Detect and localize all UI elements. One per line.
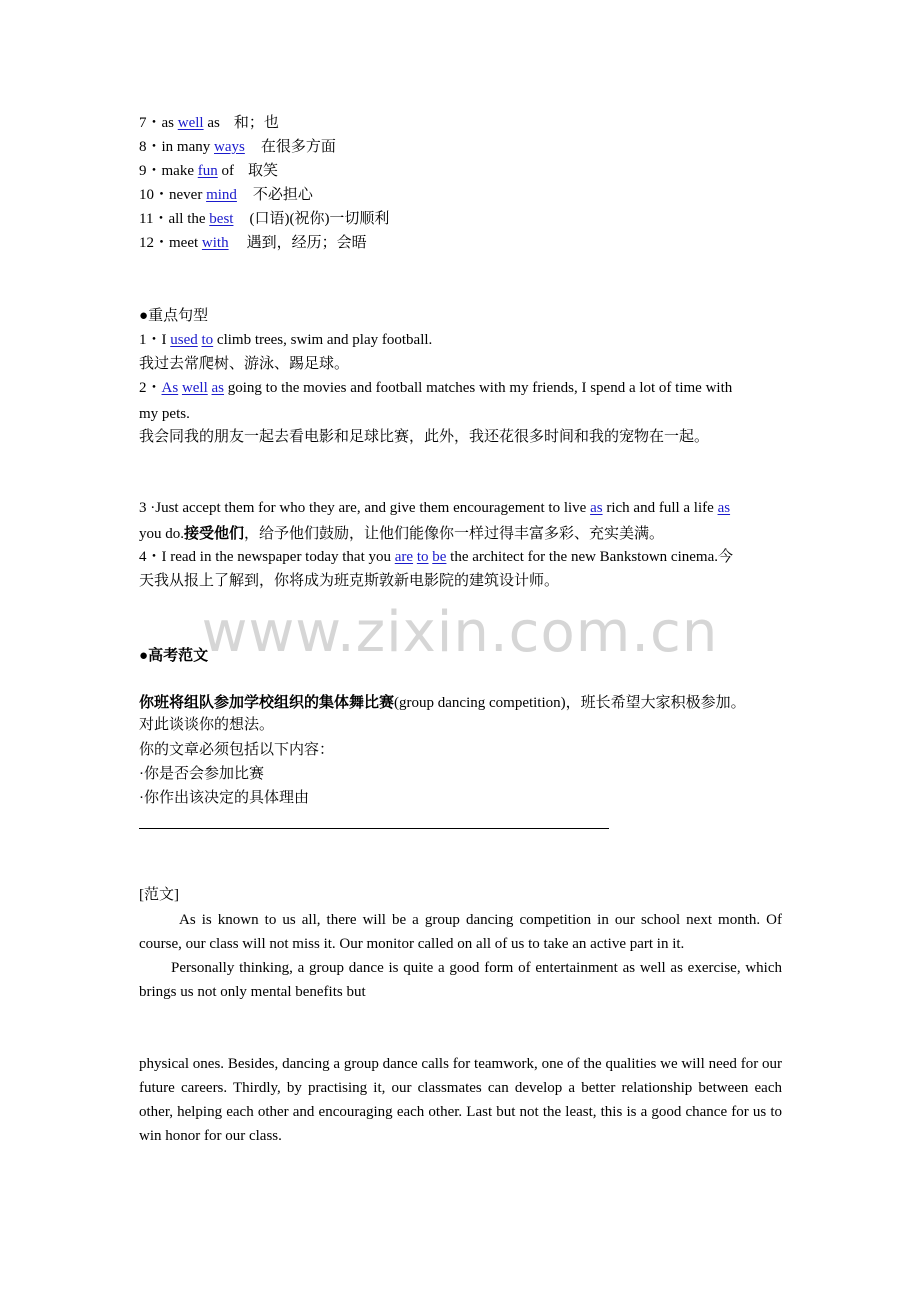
phrase-item (139, 137, 336, 157)
section-title: 高考范文 (148, 646, 209, 664)
sentence-keyword: as (211, 380, 225, 396)
phrase-keyword: with (201, 235, 229, 251)
bullet-icon: ● (139, 308, 149, 324)
phrase-suffix: of (217, 163, 234, 179)
divider-line (139, 828, 609, 829)
sentence-number: 1・I (139, 332, 171, 348)
phrase-meaning: 不必担心 (252, 187, 313, 203)
sentence-2-translation: 我会同我的朋友一起去看电影和足球比赛，此外，我还花很多时间和我的宠物在一起。 (139, 429, 710, 445)
essay-label: [范文] (139, 887, 179, 903)
sentence-3-continued (139, 523, 664, 544)
sentence-keyword: as (590, 500, 603, 516)
phrase-item (139, 233, 367, 253)
prompt-line: 你的文章必须包括以下内容： (139, 742, 335, 758)
prompt-line: 对此谈谈你的想法。 (139, 717, 275, 733)
sentence-keyword: to (201, 332, 214, 348)
phrase-prefix: make (161, 163, 198, 179)
phrase-item (139, 209, 389, 229)
phrase-prefix: in many (161, 139, 215, 155)
phrase-number: 10・ (139, 187, 170, 203)
phrase-prefix: never (169, 187, 207, 203)
sentence-keyword: as (717, 500, 731, 516)
sentence-keyword: used (170, 332, 198, 348)
essay-paragraph: Personally thinking, a group dance is quite a good form of entertainment as well as exercise, which brings us not only mental benefits but (139, 960, 782, 1000)
prompt-line (139, 692, 746, 713)
sentence-number: 2・ (139, 380, 162, 396)
sentence-4-translation: 天我从报上了解到，你将成为班克斯敦新电影院的建筑设计师。 (139, 573, 560, 589)
sentence-text: you do. (139, 526, 184, 542)
sentence-text: the architect for the new Bankstown cinema. (446, 549, 718, 565)
watermark: www.zixin.com.cn (201, 600, 719, 665)
phrase-keyword: mind (206, 187, 237, 203)
phrase-number: 8・ (139, 139, 162, 155)
phrase-prefix: all the (168, 211, 210, 227)
sentence-translation: 今 (718, 549, 734, 565)
phrase-item (139, 185, 313, 205)
phrase-meaning: 和；也 (233, 115, 279, 131)
sentence-keyword: to (416, 549, 429, 565)
sentence-1 (139, 330, 432, 350)
phrase-keyword: well (177, 115, 204, 131)
phrase-item (139, 161, 278, 181)
section-title: 重点句型 (148, 308, 209, 324)
phrase-meaning: 取笑 (248, 163, 279, 179)
sentence-2-continued: my pets. (139, 406, 190, 422)
prompt-item: ·你是否会参加比赛 (139, 766, 264, 782)
prompt-item: ·你作出该决定的具体理由 (139, 790, 309, 806)
essay-paragraph: As is known to us all, there will be a group dancing competition in our school next month. Of course, our class will not miss it. Our monitor called on all of us to take an active part in it. (139, 912, 782, 952)
sentence-translation-bold: 接受他们 (184, 524, 245, 542)
phrase-item (139, 113, 279, 133)
section-heading (139, 306, 208, 326)
phrase-number: 7・ (139, 115, 162, 131)
sentence-keyword: are (394, 549, 414, 565)
sentence-keyword: be (432, 549, 447, 565)
sentence-translation: ，给予他们鼓励，让他们能像你一样过得丰富多彩、充实美满。 (244, 526, 665, 542)
phrase-meaning: 在很多方面 (260, 139, 336, 155)
phrase-meaning: (口语)(祝你)一切顺利 (249, 211, 390, 227)
phrase-number: 9・ (139, 163, 162, 179)
phrase-number: 12・ (139, 235, 170, 251)
prompt-text: ，班长希望大家积极参加。 (565, 695, 746, 711)
phrase-keyword: best (209, 211, 234, 227)
sentence-text: 3 ·Just accept them for who they are, and give them encouragement to live (139, 500, 591, 516)
phrase-keyword: fun (197, 163, 218, 179)
phrase-prefix: meet (169, 235, 202, 251)
phrase-suffix: as (203, 115, 220, 131)
phrase-keyword: ways (214, 139, 245, 155)
sentence-2 (139, 378, 732, 398)
sentence-text: rich and full a life (602, 500, 718, 516)
sentence-keyword: As (161, 380, 179, 396)
sentence-4 (139, 547, 733, 567)
phrase-number: 11・ (139, 211, 169, 227)
essay-paragraph: physical ones. Besides, dancing a group dance calls for teamwork, one of the qualities we will need for our future careers. Thirdly, by practising it, our classmates can develop a better relationship between each other, helping each other and encouraging each other. Last but not the least, this is a good chance for us to win honor for our class. (139, 1056, 782, 1144)
sentence-keyword: well (181, 380, 208, 396)
sentence-text: going to the movies and football matches with my friends, I spend a lot of time with (224, 380, 733, 396)
prompt-text-bold: 你班将组队参加学校组织的集体舞比赛 (139, 693, 395, 711)
section-heading (139, 645, 208, 666)
phrase-prefix: as (161, 115, 178, 131)
sentence-text: 4・I read in the newspaper today that you (139, 549, 395, 565)
sentence-1-translation: 我过去常爬树、游泳、踢足球。 (139, 356, 350, 372)
sentence-3 (139, 498, 730, 518)
bullet-icon: ● (139, 648, 149, 664)
prompt-text: (group dancing competition) (394, 695, 566, 711)
sentence-text: climb trees, swim and play football. (213, 332, 433, 348)
phrase-meaning: 遇到，经历；会晤 (246, 235, 367, 251)
